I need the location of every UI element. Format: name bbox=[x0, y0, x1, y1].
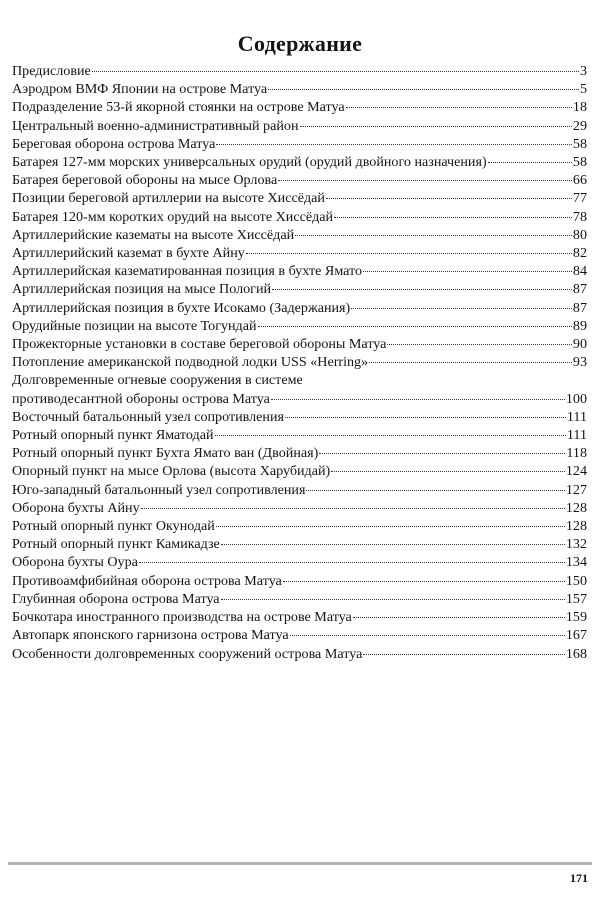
toc-entry-title: Орудийные позиции на высоте Тогундай bbox=[12, 317, 257, 334]
toc-entry-title: Особенности долговременных сооружений острова Матуа bbox=[12, 645, 363, 662]
toc-entry bbox=[12, 553, 587, 571]
dot-leader bbox=[258, 326, 572, 327]
dot-leader bbox=[216, 526, 565, 527]
toc-entry-page: 128 bbox=[565, 518, 587, 535]
toc-entry-page: 66 bbox=[572, 172, 587, 189]
page-number: 171 bbox=[570, 871, 588, 885]
dot-leader bbox=[268, 89, 579, 90]
toc-entry-title: Батарея береговой обороны на мысе Орлова bbox=[12, 172, 278, 189]
dot-leader bbox=[387, 344, 571, 345]
dot-leader bbox=[363, 271, 572, 272]
toc-entry-page: 111 bbox=[566, 408, 587, 425]
toc-entry-page: 78 bbox=[572, 208, 587, 225]
toc-entry-page: 159 bbox=[565, 609, 587, 626]
toc-entry bbox=[12, 244, 587, 262]
toc-entry-title: Позиции береговой артиллерии на высоте Хиссёдай bbox=[12, 190, 325, 207]
dot-leader bbox=[221, 599, 565, 600]
toc-entry-page: 100 bbox=[565, 390, 587, 407]
toc-entry-page: 168 bbox=[565, 645, 587, 662]
toc-entry-page: 128 bbox=[565, 499, 587, 516]
toc-entry bbox=[12, 499, 587, 517]
toc-entry-first-line bbox=[12, 371, 587, 389]
toc-entry-title: Прожекторные установки в составе береговой обороны Матуа bbox=[12, 336, 387, 353]
toc-entry-title: Оборона бухты Айну bbox=[12, 499, 140, 516]
dot-leader bbox=[295, 235, 572, 236]
toc-entry-page: 87 bbox=[572, 299, 587, 316]
toc-entry-title: Центральный военно-административный район bbox=[12, 117, 299, 134]
dot-leader bbox=[283, 581, 565, 582]
dot-leader bbox=[346, 107, 572, 108]
toc-entry bbox=[12, 153, 587, 171]
toc-entry bbox=[12, 535, 587, 553]
toc-entry-title: Батарея 127-мм морских универсальных орудий (орудий двойного назначения) bbox=[12, 154, 487, 171]
toc-entry bbox=[12, 98, 587, 116]
toc-entry-title: Артиллерийский каземат в бухте Айну bbox=[12, 245, 245, 262]
toc-entry-title: Восточный батальонный узел сопротивления bbox=[12, 408, 284, 425]
dot-leader bbox=[300, 126, 572, 127]
toc-entry-page: 82 bbox=[572, 245, 587, 262]
toc-entry bbox=[12, 481, 587, 499]
toc-entry-title: Потопление американской подводной лодки USS «Herring» bbox=[12, 354, 369, 371]
toc-entry-title: Бочкотара иностранного производства на острове Матуа bbox=[12, 609, 352, 626]
toc-entry-page: 89 bbox=[572, 317, 587, 334]
toc-entry-title: Артиллерийские казематы на высоте Хиссёдай bbox=[12, 226, 295, 243]
toc-entry-page: 134 bbox=[565, 554, 587, 571]
toc-entry-page: 167 bbox=[565, 627, 587, 644]
toc-entry bbox=[12, 117, 587, 135]
dot-leader bbox=[331, 471, 565, 472]
toc-entry-page: 150 bbox=[565, 572, 587, 589]
dot-leader bbox=[285, 417, 566, 418]
toc-entry-title: Ротный опорный пункт Яматодай bbox=[12, 427, 214, 444]
toc-entry-title: Батарея 120-мм коротких орудий на высоте Хиссёдай bbox=[12, 208, 334, 225]
toc-entry bbox=[12, 171, 587, 189]
toc-entry bbox=[12, 262, 587, 280]
toc-entry bbox=[12, 353, 587, 371]
dot-leader bbox=[369, 362, 572, 363]
dot-leader bbox=[271, 399, 565, 400]
toc-entry-page: 3 bbox=[579, 63, 587, 79]
toc-entry bbox=[12, 208, 587, 226]
toc-entry-title: Опорный пункт на мысе Орлова (высота Харубидай) bbox=[12, 463, 331, 480]
toc-entry bbox=[12, 626, 587, 644]
toc-entry-title: Ротный опорный пункт Окунодай bbox=[12, 518, 215, 535]
toc-entry-page: 111 bbox=[566, 427, 587, 444]
toc-entry bbox=[12, 189, 587, 207]
toc-entry-title: Ротный опорный пункт Бухта Ямато ван (Двойная) bbox=[12, 445, 319, 462]
dot-leader bbox=[351, 308, 572, 309]
toc-entry-page: 124 bbox=[565, 463, 587, 480]
toc-entry-title: Юго-западный батальонный узел сопротивления bbox=[12, 481, 306, 498]
toc-entry-page: 90 bbox=[572, 336, 587, 353]
toc-entry-page: 58 bbox=[572, 154, 587, 171]
toc-entry bbox=[12, 317, 587, 335]
toc-entry-title: Подразделение 53-й якорной стоянки на острове Матуа bbox=[12, 99, 345, 116]
dot-leader bbox=[141, 508, 565, 509]
toc-entry bbox=[12, 517, 587, 535]
toc-entry-page: 29 bbox=[572, 117, 587, 134]
dot-leader bbox=[216, 144, 572, 145]
toc-entry bbox=[12, 408, 587, 426]
toc-entry-page: 118 bbox=[566, 445, 587, 462]
toc-entry-page: 93 bbox=[572, 354, 587, 371]
footer-rule bbox=[8, 862, 592, 865]
toc-entry-title: Артиллерийская позиция в бухте Исокамо (Задержания) bbox=[12, 299, 351, 316]
toc-entry-page: 5 bbox=[579, 81, 587, 98]
toc-entry bbox=[12, 572, 587, 590]
dot-leader bbox=[326, 198, 572, 199]
toc-entry bbox=[12, 426, 587, 444]
toc-entry-title: Автопарк японского гарнизона острова Матуа bbox=[12, 627, 289, 644]
toc-entry bbox=[12, 335, 587, 353]
toc-entry-title: Аэродром ВМФ Японии на острове Матуа bbox=[12, 81, 268, 98]
dot-leader bbox=[92, 71, 579, 72]
dot-leader bbox=[272, 289, 572, 290]
toc-entry bbox=[12, 135, 587, 153]
toc-entry-title: Артиллерийская казематированная позиция в бухте Ямато bbox=[12, 263, 363, 280]
toc-entry-title: Береговая оборона острова Матуа bbox=[12, 135, 216, 152]
toc-entry-page: 157 bbox=[565, 590, 587, 607]
page-title: Содержание bbox=[237, 30, 363, 56]
toc-entry bbox=[12, 62, 587, 80]
dot-leader bbox=[139, 562, 565, 563]
toc-entry bbox=[12, 226, 587, 244]
toc-entry-page: 127 bbox=[565, 481, 587, 498]
dot-leader bbox=[221, 544, 565, 545]
dot-leader bbox=[353, 617, 565, 618]
toc-entry bbox=[12, 280, 587, 298]
toc-entry-title: Артиллерийская позиция на мысе Пологий bbox=[12, 281, 272, 298]
toc-entry-title: Противоамфибийная оборона острова Матуа bbox=[12, 572, 282, 589]
dot-leader bbox=[363, 654, 565, 655]
toc-entry-title: Ротный опорный пункт Камикадзе bbox=[12, 536, 220, 553]
dot-leader bbox=[319, 453, 565, 454]
toc-entry bbox=[12, 645, 587, 663]
toc-entry bbox=[12, 80, 587, 98]
toc-entry-page: 58 bbox=[572, 135, 587, 152]
dot-leader bbox=[278, 180, 572, 181]
toc-entry-page: 87 bbox=[572, 281, 587, 298]
dot-leader bbox=[290, 635, 565, 636]
toc-entry bbox=[12, 299, 587, 317]
dot-leader bbox=[306, 490, 564, 491]
toc-entry bbox=[12, 462, 587, 480]
table-of-contents bbox=[12, 62, 587, 663]
toc-entry-page: 18 bbox=[572, 99, 587, 116]
dot-leader bbox=[246, 253, 572, 254]
toc-entry-title: Предисловие bbox=[12, 63, 91, 79]
dot-leader bbox=[488, 162, 572, 163]
toc-entry-title: Долговременные огневые сооружения в системе bbox=[12, 372, 303, 389]
toc-entry-page: 80 bbox=[572, 226, 587, 243]
dot-leader bbox=[215, 435, 566, 436]
toc-entry-title: Глубинная оборона острова Матуа bbox=[12, 590, 220, 607]
toc-entry bbox=[12, 590, 587, 608]
toc-entry-title-continued: противодесантной обороны острова Матуа bbox=[12, 390, 270, 407]
toc-entry-title: Оборона бухты Оура bbox=[12, 554, 138, 571]
toc-entry bbox=[12, 390, 587, 408]
toc-entry bbox=[12, 608, 587, 626]
toc-entry-page: 132 bbox=[565, 536, 587, 553]
toc-entry-page: 77 bbox=[572, 190, 587, 207]
toc-entry bbox=[12, 444, 587, 462]
dot-leader bbox=[334, 217, 572, 218]
toc-entry-page: 84 bbox=[572, 263, 587, 280]
